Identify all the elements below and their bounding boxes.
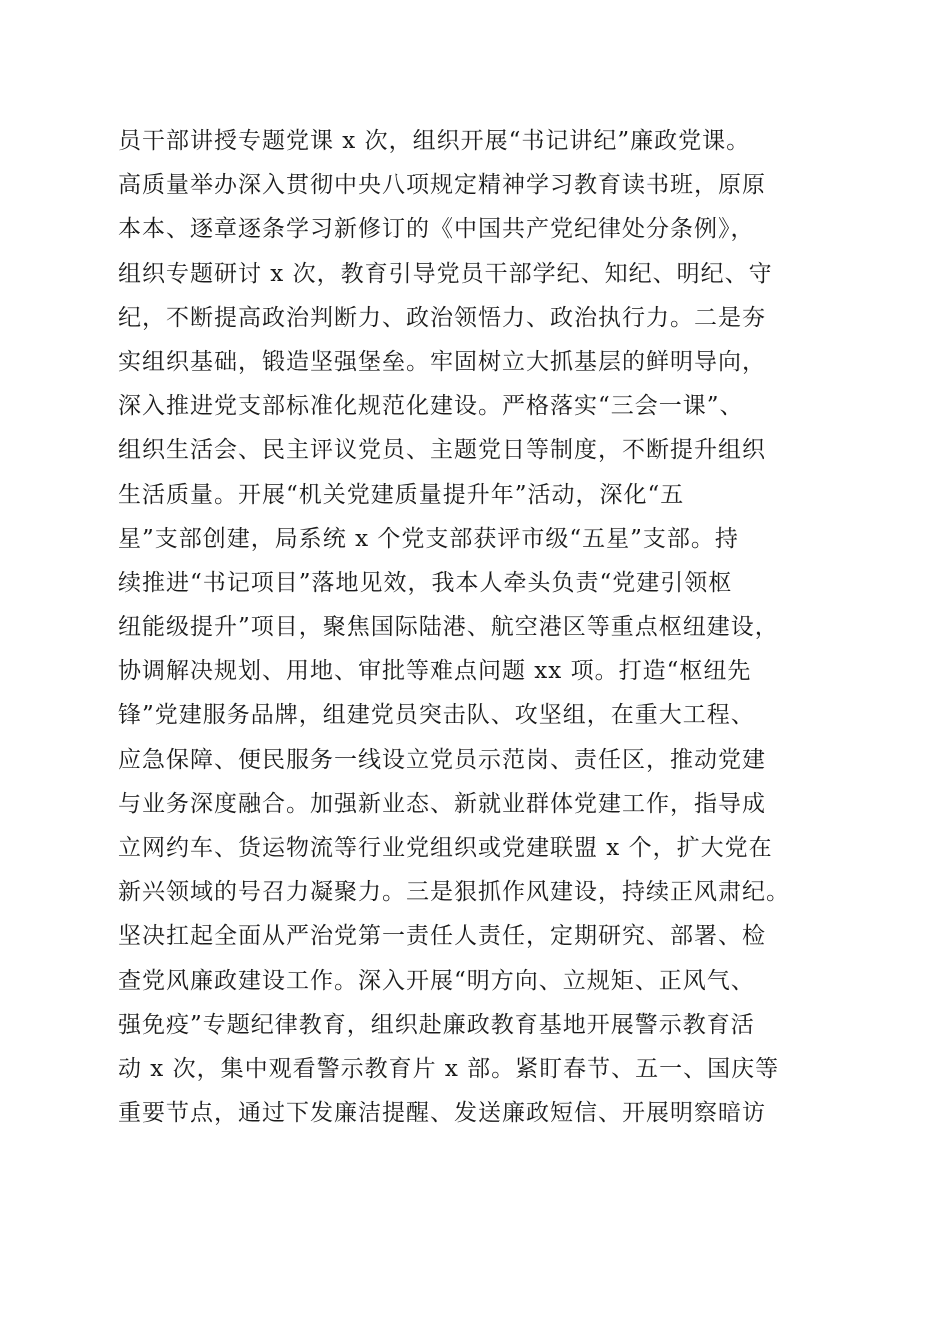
text-line: 立网约车、货运物流等行业党组织或党建联盟 x 个，扩大党在: [118, 835, 773, 861]
text-line: 协调解决规划、用地、审批等难点问题 xx 项。打造“枢纽先: [118, 658, 752, 685]
text-line: 强免疫”专题纪律教育，组织赴廉政教育基地开展警示教育活: [118, 1011, 755, 1038]
body-paragraph: [118, 119, 848, 1135]
text-line: 重要节点，通过下发廉洁提醒、发送廉政短信、开展明察暗访: [118, 1100, 766, 1127]
text-line: 应急保障、便民服务一线设立党员示范岗、责任区，推动党建: [118, 746, 766, 773]
text-line: 纽能级提升”项目，聚焦国际陆港、航空港区等重点枢纽建设，: [118, 614, 779, 641]
text-line: 组织专题研讨 x 次，教育引导党员干部学纪、知纪、明纪、守: [118, 260, 773, 287]
text-line: 高质量举办深入贯彻中央八项规定精神学习教育读书班，原原: [118, 172, 766, 199]
text-line: 实组织基础，锻造坚强堡垒。牢固树立大抓基层的鲜明导向，: [118, 348, 766, 375]
text-line: 纪，不断提高政治判断力、政治领悟力、政治执行力。二是夯: [118, 304, 766, 331]
text-line: 坚决扛起全面从严治党第一责任人责任，定期研究、部署、检: [118, 923, 766, 950]
text-line: 续推进“书记项目”落地见效，我本人牵头负责“党建引领枢: [118, 569, 733, 596]
text-line: 组织生活会、民主评议党员、主题党日等制度，不断提升组织: [118, 437, 766, 464]
text-line: 员干部讲授专题党课 x 次，组织开展“书记讲纪”廉政党课。: [118, 128, 751, 154]
text-line: 查党风廉政建设工作。深入开展“明方向、立规矩、正风气、: [118, 967, 755, 994]
text-line: 与业务深度融合。加强新业态、新就业群体党建工作，指导成: [118, 790, 766, 817]
text-line: 锋”党建服务品牌，组建党员突击队、攻坚组，在重大工程、: [118, 702, 755, 729]
text-line: 星”支部创建，局系统 x 个党支部获评市级“五星”支部。持: [118, 525, 739, 552]
text-line: 新兴领域的号召力凝聚力。三是狠抓作风建设，持续正风肃纪。: [118, 879, 790, 906]
text-line: 动 x 次，集中观看警示教育片 x 部。紧盯春节、五一、国庆等: [118, 1055, 780, 1082]
text-line: 深入推进党支部标准化规范化建设。严格落实“三会一课”、: [118, 393, 744, 420]
text-line: 生活质量。开展“机关党建质量提升年”活动，深化“五: [118, 481, 685, 508]
text-line: 本本、逐章逐条学习新修订的《中国共产党纪律处分条例》，: [118, 216, 755, 243]
